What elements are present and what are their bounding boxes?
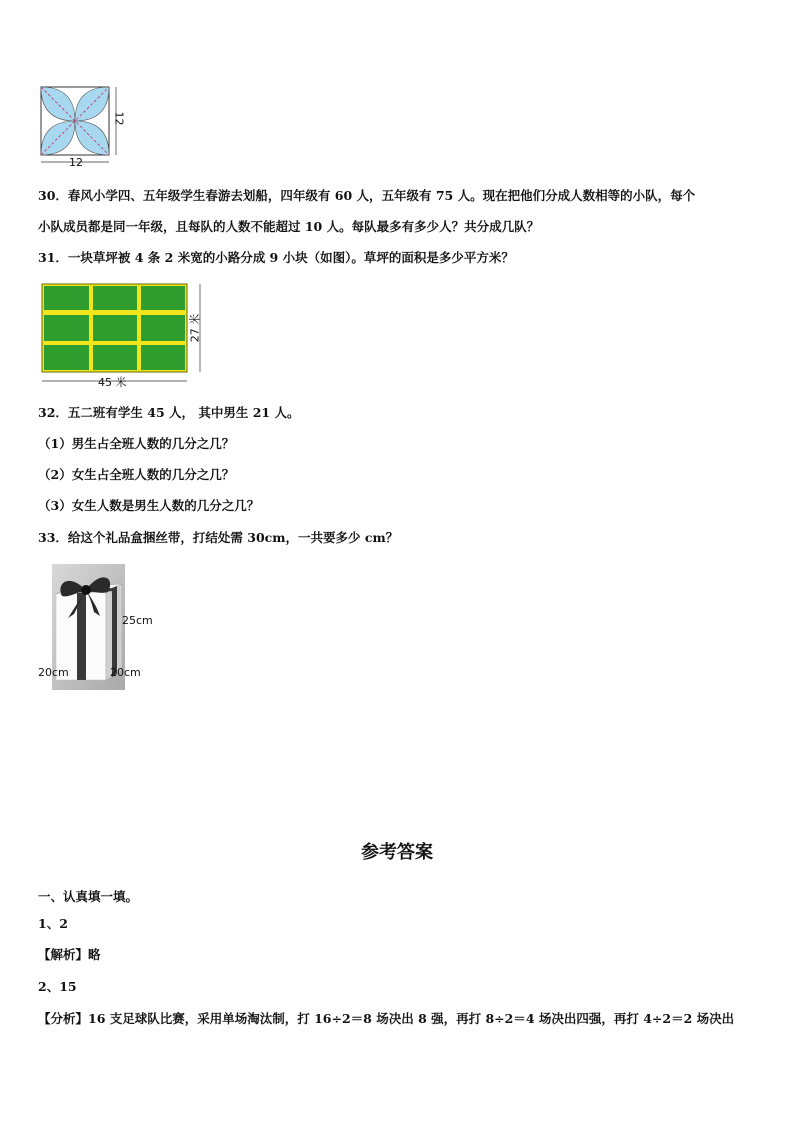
square-side-bottom-label: 12 bbox=[69, 156, 83, 169]
question-32-sub3: （3）女生人数是男生人数的几分之几？ bbox=[38, 498, 260, 513]
gift-length-label: 20cm bbox=[38, 666, 69, 679]
lawn-width-label: 45 米 bbox=[98, 376, 127, 389]
lawn-figure bbox=[40, 282, 215, 390]
answer-1-note: 【解析】略 bbox=[38, 947, 101, 962]
question-32: 32．五二班有学生 45 人， 其中男生 21 人。 bbox=[38, 405, 300, 420]
question-32-sub1: （1）男生占全班人数的几分之几？ bbox=[38, 436, 235, 451]
answer-2: 2、15 bbox=[38, 979, 77, 994]
question-30-line2: 小队成员都是同一年级，且每队的人数不能超过 10 人。每队最多有多少人？共分成几队？ bbox=[38, 219, 540, 234]
answers-title: 参考答案 bbox=[361, 842, 433, 863]
square-side-right-label: 12 bbox=[112, 111, 126, 126]
answer-1: 1、2 bbox=[38, 916, 68, 931]
gift-box-figure bbox=[38, 562, 168, 692]
question-33: 33．给这个礼品盒捆丝带，打结处需 30cm，一共要多少 cm？ bbox=[38, 530, 399, 545]
gift-height-label: 25cm bbox=[122, 614, 153, 627]
lawn-height-label: 27 米 bbox=[188, 313, 202, 343]
answer-2-note: 【分析】16 支足球队比赛，采用单场淘汰制，打 16÷2＝8 场决出 8 强，再打 8÷2＝4 场决出四强，再打 4÷2＝2 场决出 bbox=[38, 1011, 735, 1026]
question-32-sub2: （2）女生占全班人数的几分之几？ bbox=[38, 467, 235, 482]
question-31: 31．一块草坪被 4 条 2 米宽的小路分成 9 小块（如图）。草坪的面积是多少平方米？ bbox=[38, 250, 514, 265]
answers-section-1: 一、认真填一填。 bbox=[38, 889, 139, 904]
square-figure bbox=[36, 84, 136, 170]
square-diagram bbox=[36, 84, 136, 170]
question-30-line1: 30．春风小学四、五年级学生春游去划船，四年级有 60 人，五年级有 75 人。现在把他们分成人数相等的小队，每个 bbox=[38, 188, 696, 203]
gift-width-label: 20cm bbox=[110, 666, 141, 679]
